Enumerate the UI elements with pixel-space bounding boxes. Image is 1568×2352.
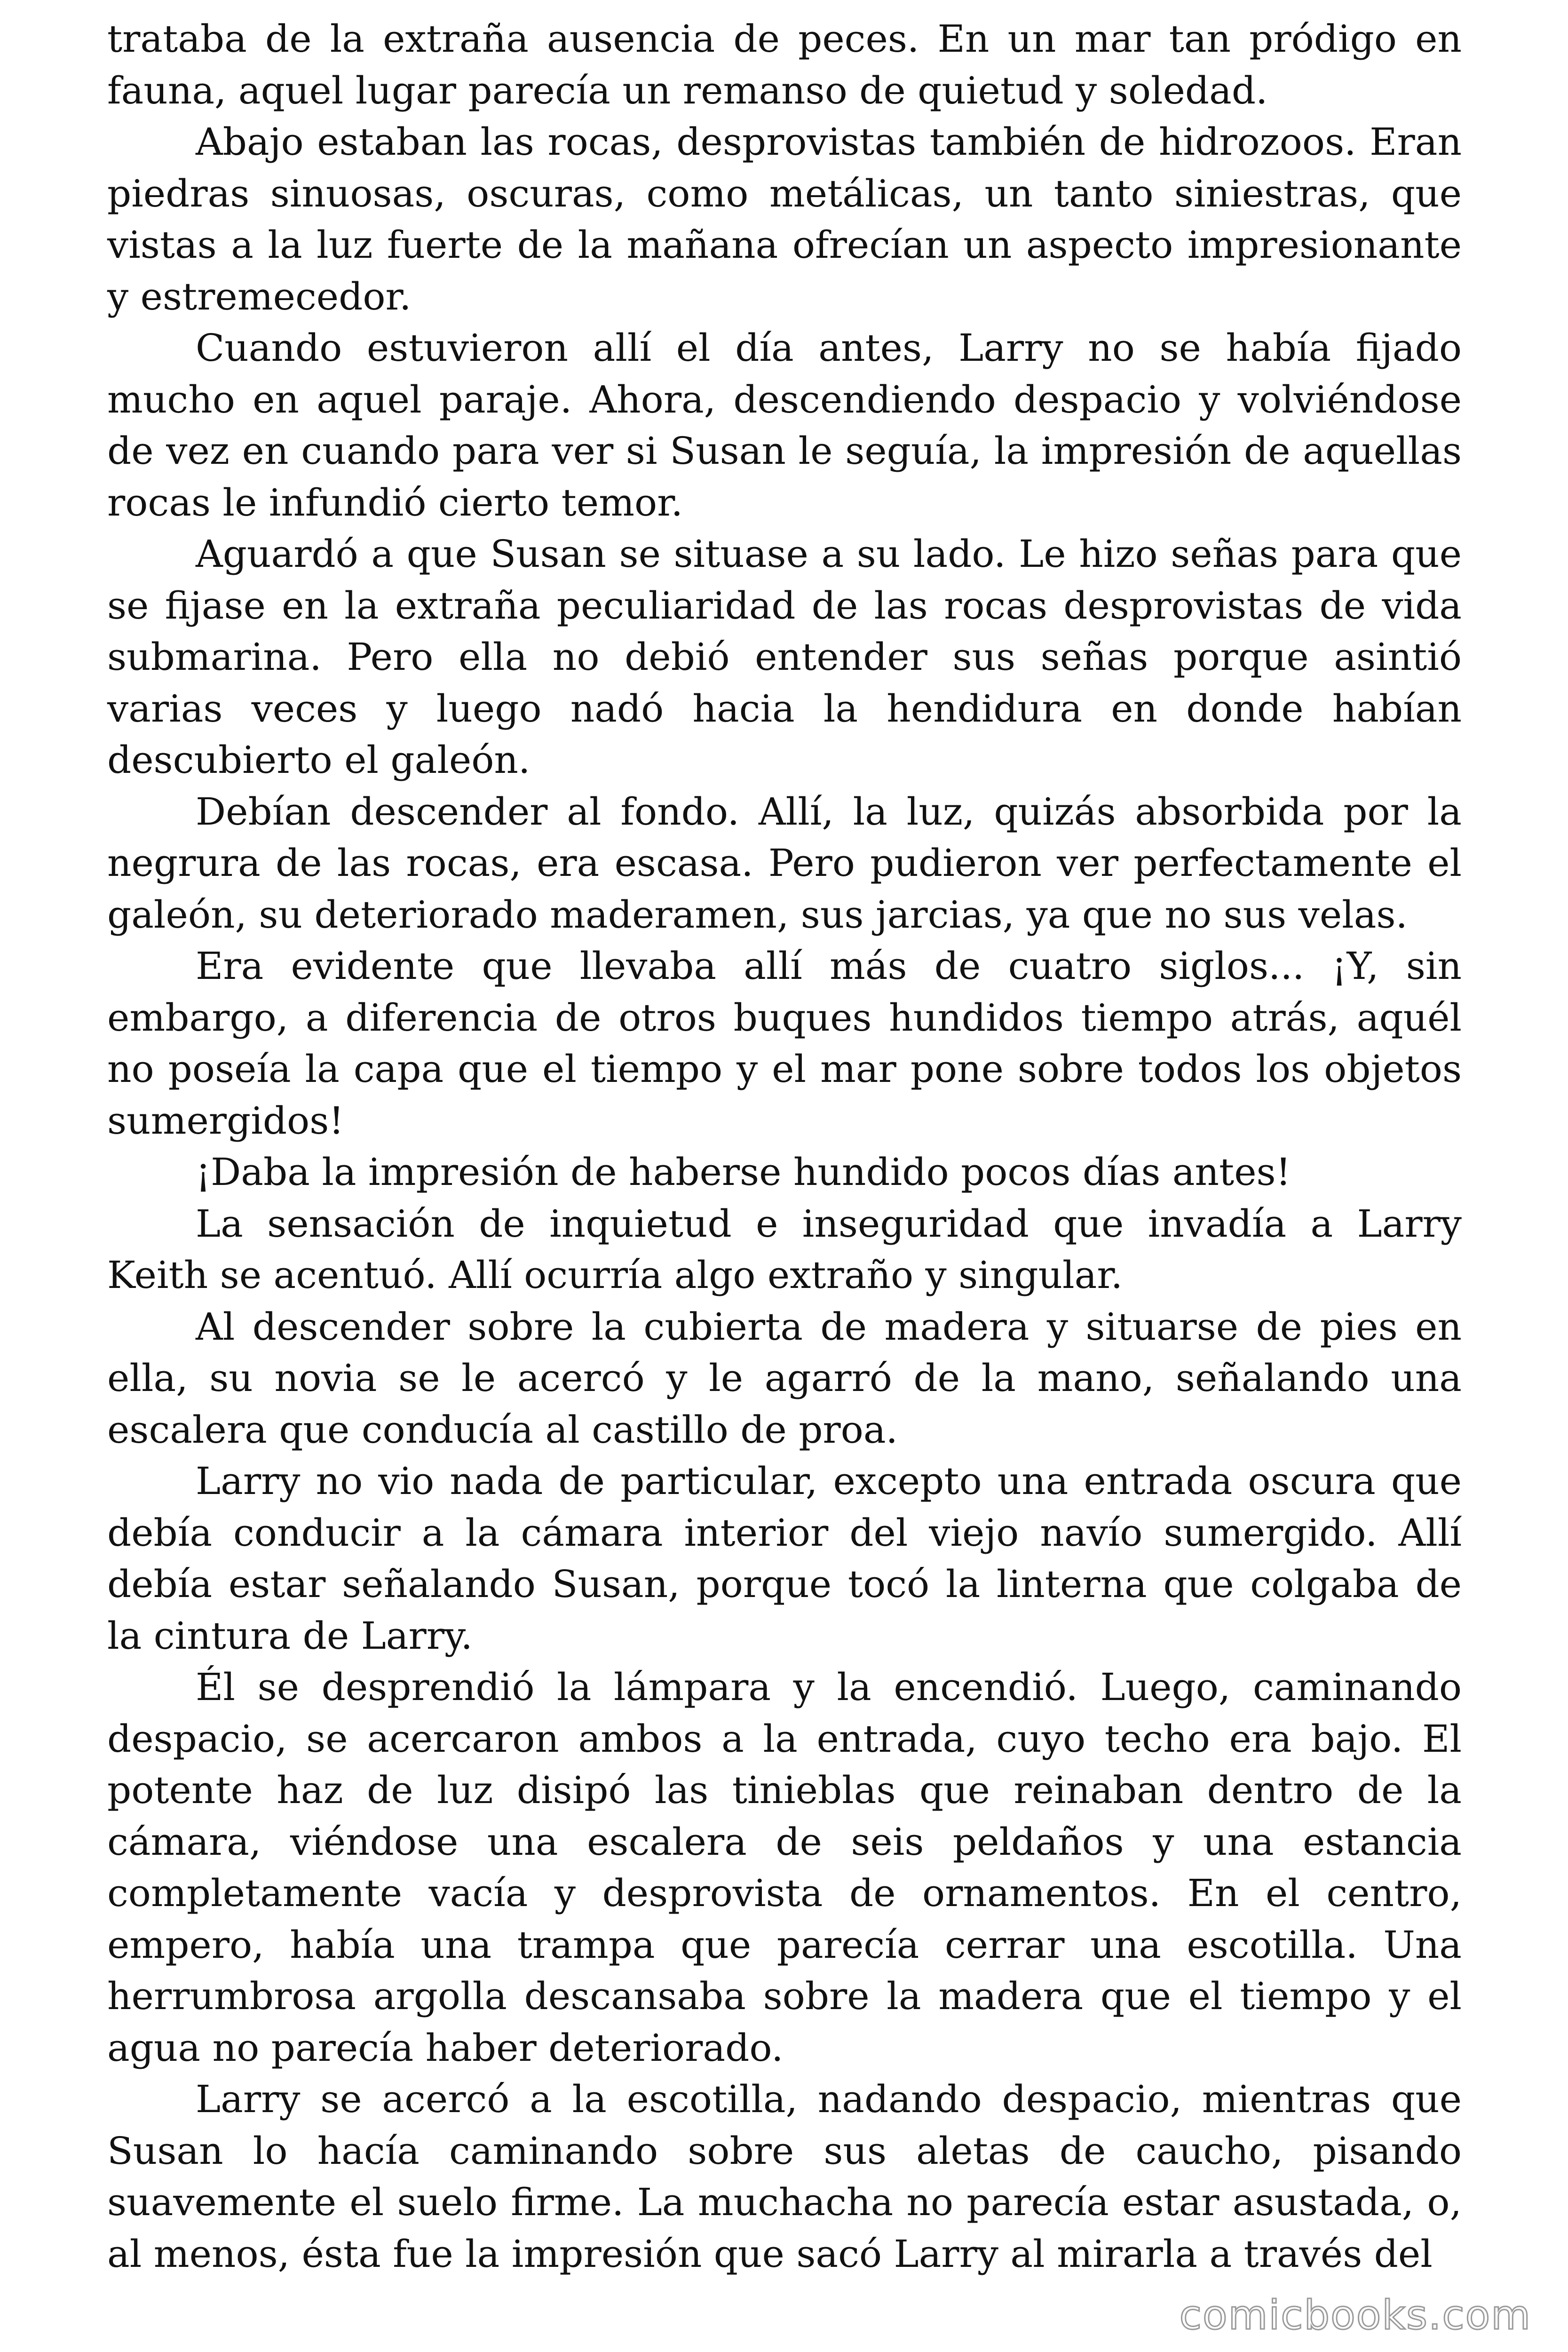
paragraph: ¡Daba la impresión de haberse hundido pocos días antes! [196,1150,1291,1194]
paragraph: Larry no vio nada de particular, excepto una entrada oscura que debía conducir a la cámara interior del viejo navío sumergido. Allí debía estar señalando Susan, porque tocó la linterna que colgaba de la cintura de Larry. [107,1459,1462,1658]
paragraph: Era evidente que llevaba allí más de cuatro siglos... ¡Y, sin embargo, a diferencia de otros buques hundidos tiempo atrás, aquél no poseía la capa que el tiempo y el mar pone sobre todos los objetos sumergidos! [107,944,1462,1143]
paragraph: Al descender sobre la cubierta de madera y situarse de pies en ella, su novia se le acercó y le agarró de la mano, señalando una escalera que conducía al castillo de proa. [107,1304,1462,1452]
paragraph: Debían descender al fondo. Allí, la luz, quizás absorbida por la negrura de las rocas, era escasa. Pero pudieron ver perfectamente el galeón, su deteriorado maderamen, sus jarcias, ya que no sus velas. [107,789,1462,937]
paragraph: Aguardó a que Susan se situase a su lado. Le hizo señas para que se fijase en la extraña peculiaridad de las rocas desprovistas de vida submarina. Pero ella no debió entender sus señas porque asintió varias veces y luego nadó hacia la hendidura en donde habían descubierto el galeón. [107,532,1462,782]
book-page-text [107,13,1462,2280]
paragraph: Abajo estaban las rocas, desprovistas también de hidrozoos. Eran piedras sinuosas, oscuras, como metálicas, un tanto siniestras, que vistas a la luz fuerte de la mañana ofrecían un aspecto impresionante y estremecedor. [107,120,1462,318]
paragraph: Cuando estuvieron allí el día antes, Larry no se había fijado mucho en aquel paraje. Ahora, descendiendo despacio y volviéndose de vez en cuando para ver si Susan le seguía, la impresión de aquellas rocas le infundió cierto temor. [107,326,1462,524]
paragraph: trataba de la extraña ausencia de peces. En un mar tan pródigo en fauna, aquel lugar parecía un remanso de quietud y soledad. [107,17,1462,112]
watermark: comicbooks.com [1179,2292,1531,2339]
paragraph: Larry se acercó a la escotilla, nadando despacio, mientras que Susan lo hacía caminando sobre sus aletas de caucho, pisando suavemente el suelo firme. La muchacha no parecía estar asustada, o, al menos, ésta fue la impresión que sacó Larry al mirarla a través del [107,2077,1462,2276]
paragraph: Él se desprendió la lámpara y la encendió. Luego, caminando despacio, se acercaron ambos a la entrada, cuyo techo era bajo. El potente haz de luz disipó las tinieblas que reinaban dentro de la cámara, viéndose una escalera de seis peldaños y una estancia completamente vacía y desprovista de ornamentos. En el centro, empero, había una trampa que parecía cerrar una escotilla. Una herrumbrosa argolla descansaba sobre la madera que el tiempo y el agua no parecía haber deteriorado. [107,1665,1462,2070]
paragraph: La sensación de inquietud e inseguridad que invadía a Larry Keith se acentuó. Allí ocurría algo extraño y singular. [107,1201,1462,1297]
